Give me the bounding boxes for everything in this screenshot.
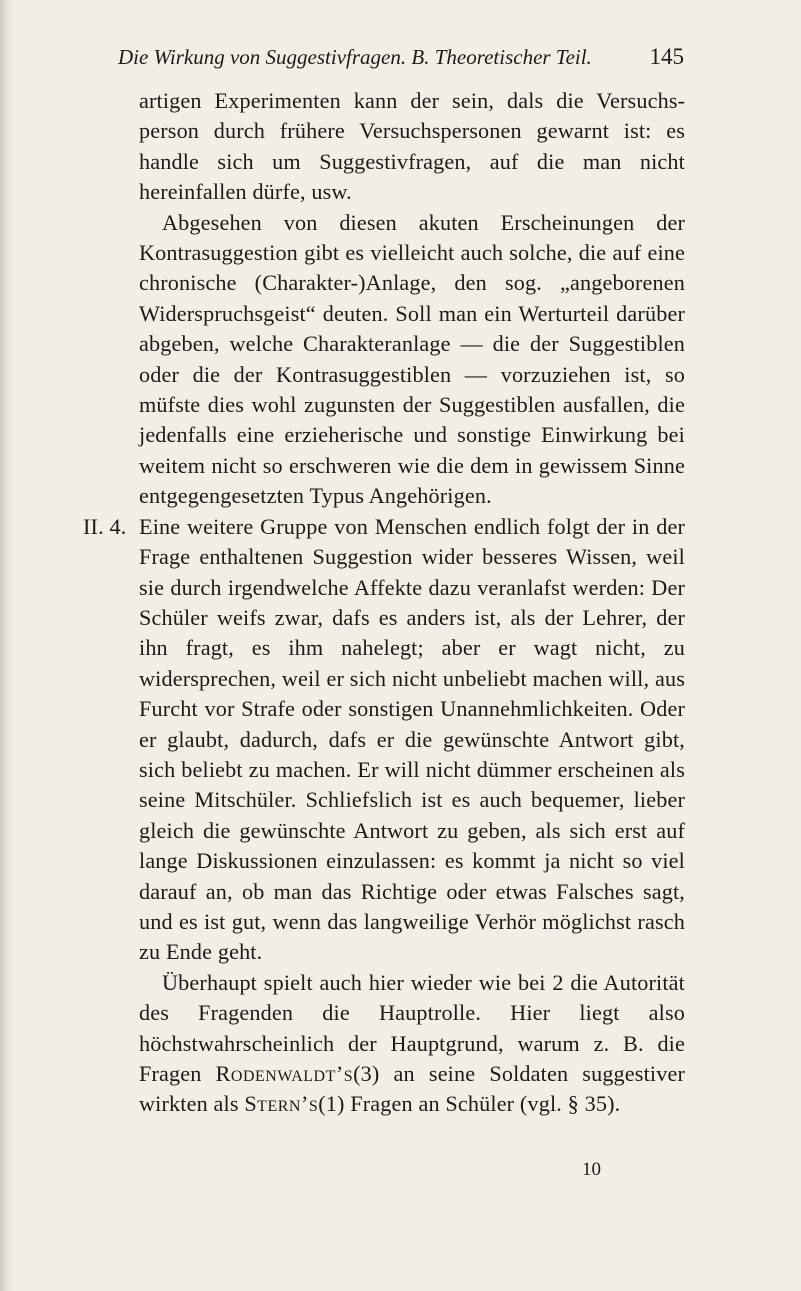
page-number: 145 bbox=[649, 44, 684, 69]
author-name-stern: Stern’s bbox=[244, 1091, 319, 1117]
paragraph-section-4 bbox=[83, 512, 685, 968]
paragraph-kontrasuggestion: Abgesehen von diesen akuten Erscheinungen der Kontrasuggestion gibt es vielleicht auch solche, die auf eine chronische (Charakter-)Anlage, den sog. „angeborenen Widerspruchsgeist“ deuten. Soll man ein Werturteil darüber abgeben, welche Charakteranlage — die der Suggestiblen oder die der Kontrasuggestiblen — vorzuziehen ist, so müfste dies wohl zugunsten der Suggestiblen ausfallen, die jedenfalls eine erzieherische und sonstige Einwirkung bei weitem nicht so erschweren wie die dem in gewissem Sinne entgegengesetzten Typus Angehörigen. bbox=[139, 209, 685, 509]
paragraph-autoritaet-text-1: Überhaupt spielt auch hier wieder wie bei 2 die Autorität des Fragenden die Hauptrolle. Hier liegt also höchstwahrscheinlich der Hauptgrund, warum z. B. die Fragen bbox=[139, 969, 685, 1086]
paragraph-continuation: artigen Experimenten kann der sein, dals die Versuchsperson durch frühere Versuchspersonen gewarnt ist: es handle sich um Suggestivfragen, auf die man nicht hereinfallen dürfe, usw. bbox=[139, 88, 685, 205]
paragraph-autoritaet bbox=[139, 968, 685, 1120]
printer-signature-mark: 10 bbox=[582, 1159, 601, 1180]
paragraph-autoritaet-text-3: (1) Fragen an Schüler (vgl. § 35). bbox=[318, 1091, 621, 1117]
running-head-title: Die Wirkung von Suggestivfragen. B. Theoretischer Teil. bbox=[118, 45, 592, 69]
section-marker: II. 4. bbox=[83, 513, 127, 539]
running-head bbox=[118, 42, 684, 72]
page-gutter-shadow bbox=[0, 0, 14, 1291]
author-name-rodenwaldt: Rodenwaldt’s bbox=[215, 1061, 354, 1086]
paragraph-section-4-text: Eine weitere Gruppe von Menschen endlich folgt der in der Frage enthaltenen Suggestion wider besseres Wissen, weil sie durch irgendwelche Affekte dazu veranlafst werden: Der Schüler weifs zwar, dafs es anders ist, als der Lehrer, der ihn fragt, es ihm nahelegt; aber er wagt nicht, zu widersprechen, weil er sich nicht unbeliebt machen will, aus Furcht vor Strafe oder sonstigen Unannehmlichkeiten. Oder er glaubt, dadurch, dafs er die gewünschte Antwort gibt, sich beliebt zu machen. Er will nicht dümmer erscheinen als seine Mitschüler. Schliefslich ist es auch bequemer, lieber gleich die gewünschte Antwort zu geben, als sich erst auf lange Diskussionen einzulassen: es kommt ja nicht so viel darauf an, ob man das Richtige oder etwas Falsches sagt, und es ist gut, wenn das langweilige Verhör möglichst rasch zu Ende geht. bbox=[139, 513, 685, 965]
body-text bbox=[83, 86, 685, 1120]
paragraph-autoritaet-text-2: (3) an seine Soldaten suggestiver wirkten als bbox=[139, 1061, 685, 1117]
